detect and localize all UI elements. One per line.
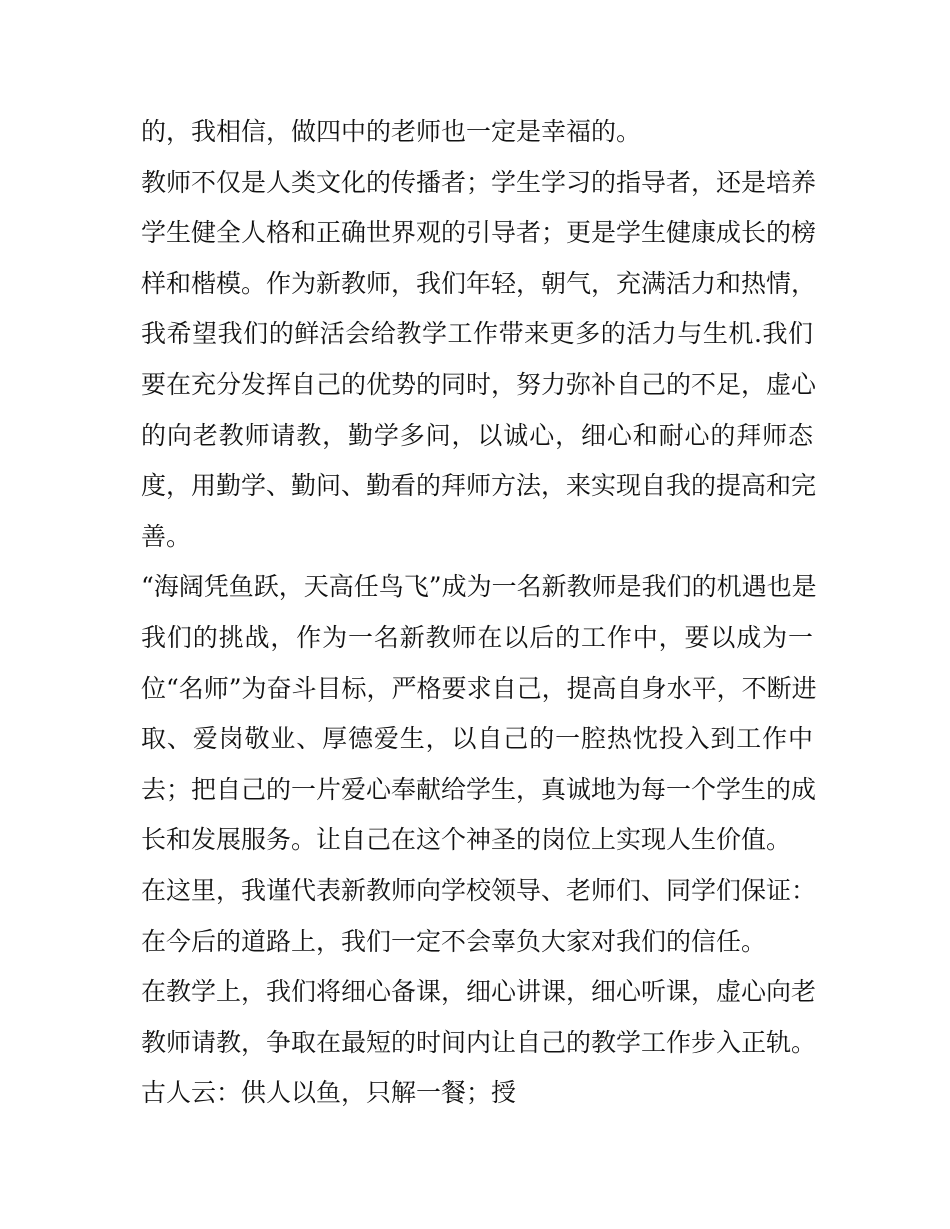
text-line: 样和楷模。作为新教师，我们年轻，朝气，充满活力和热情， [141, 268, 817, 298]
text-line: 要在充分发挥自己的优势的同时，努力弥补自己的不足，虚心 [141, 369, 817, 399]
text-line: 学生健全人格和正确世界观的引导者；更是学生健康成长的榜 [141, 218, 817, 248]
text-line: 长和发展服务。让自己在这个神圣的岗位上实现人生价值。 [141, 825, 792, 855]
text-line: 在这里，我谨代表新教师向学校领导、老师们、同学们保证： [141, 875, 817, 905]
text-line: 位“名师”为奋斗目标，严格要求自己，提高自身水平，不断进 [141, 673, 817, 703]
text-line: 在今后的道路上，我们一定不会辜负大家对我们的信任。 [141, 926, 767, 956]
text-line: “海阔凭鱼跃，天高任鸟飞”成为一名新教师是我们的机遇也是 [141, 572, 817, 602]
text-line: 度，用勤学、勤问、勤看的拜师方法，来实现自我的提高和完 [141, 471, 817, 501]
body-text [141, 107, 817, 1119]
text-line: 取、爱岗敬业、厚德爱生，以自己的一腔热忱投入到工作中 [141, 724, 813, 754]
text-line: 在教学上，我们将细心备课，细心讲课，细心听课，虚心向老 [141, 977, 817, 1007]
text-line: 的向老教师请教，勤学多问，以诚心，细心和耐心的拜师态 [141, 420, 813, 450]
text-line: 教师不仅是人类文化的传播者；学生学习的指导者，还是培养 [141, 167, 817, 197]
text-line: 善。 [141, 521, 192, 551]
text-line: 古人云：供人以鱼，只解一餐；授 [141, 1078, 517, 1108]
text-line: 我们的挑战，作为一名新教师在以后的工作中，要以成为一 [141, 622, 813, 652]
text-line: 的，我相信，做四中的老师也一定是幸福的。 [141, 117, 642, 146]
text-line: 教师请教，争取在最短的时间内让自己的教学工作步入正轨。 [141, 1027, 817, 1057]
text-line: 去；把自己的一片爱心奉献给学生，真诚地为每一个学生的成 [141, 774, 817, 804]
text-line: 我希望我们的鲜活会给教学工作带来更多的活力与生机.我们 [141, 319, 813, 349]
